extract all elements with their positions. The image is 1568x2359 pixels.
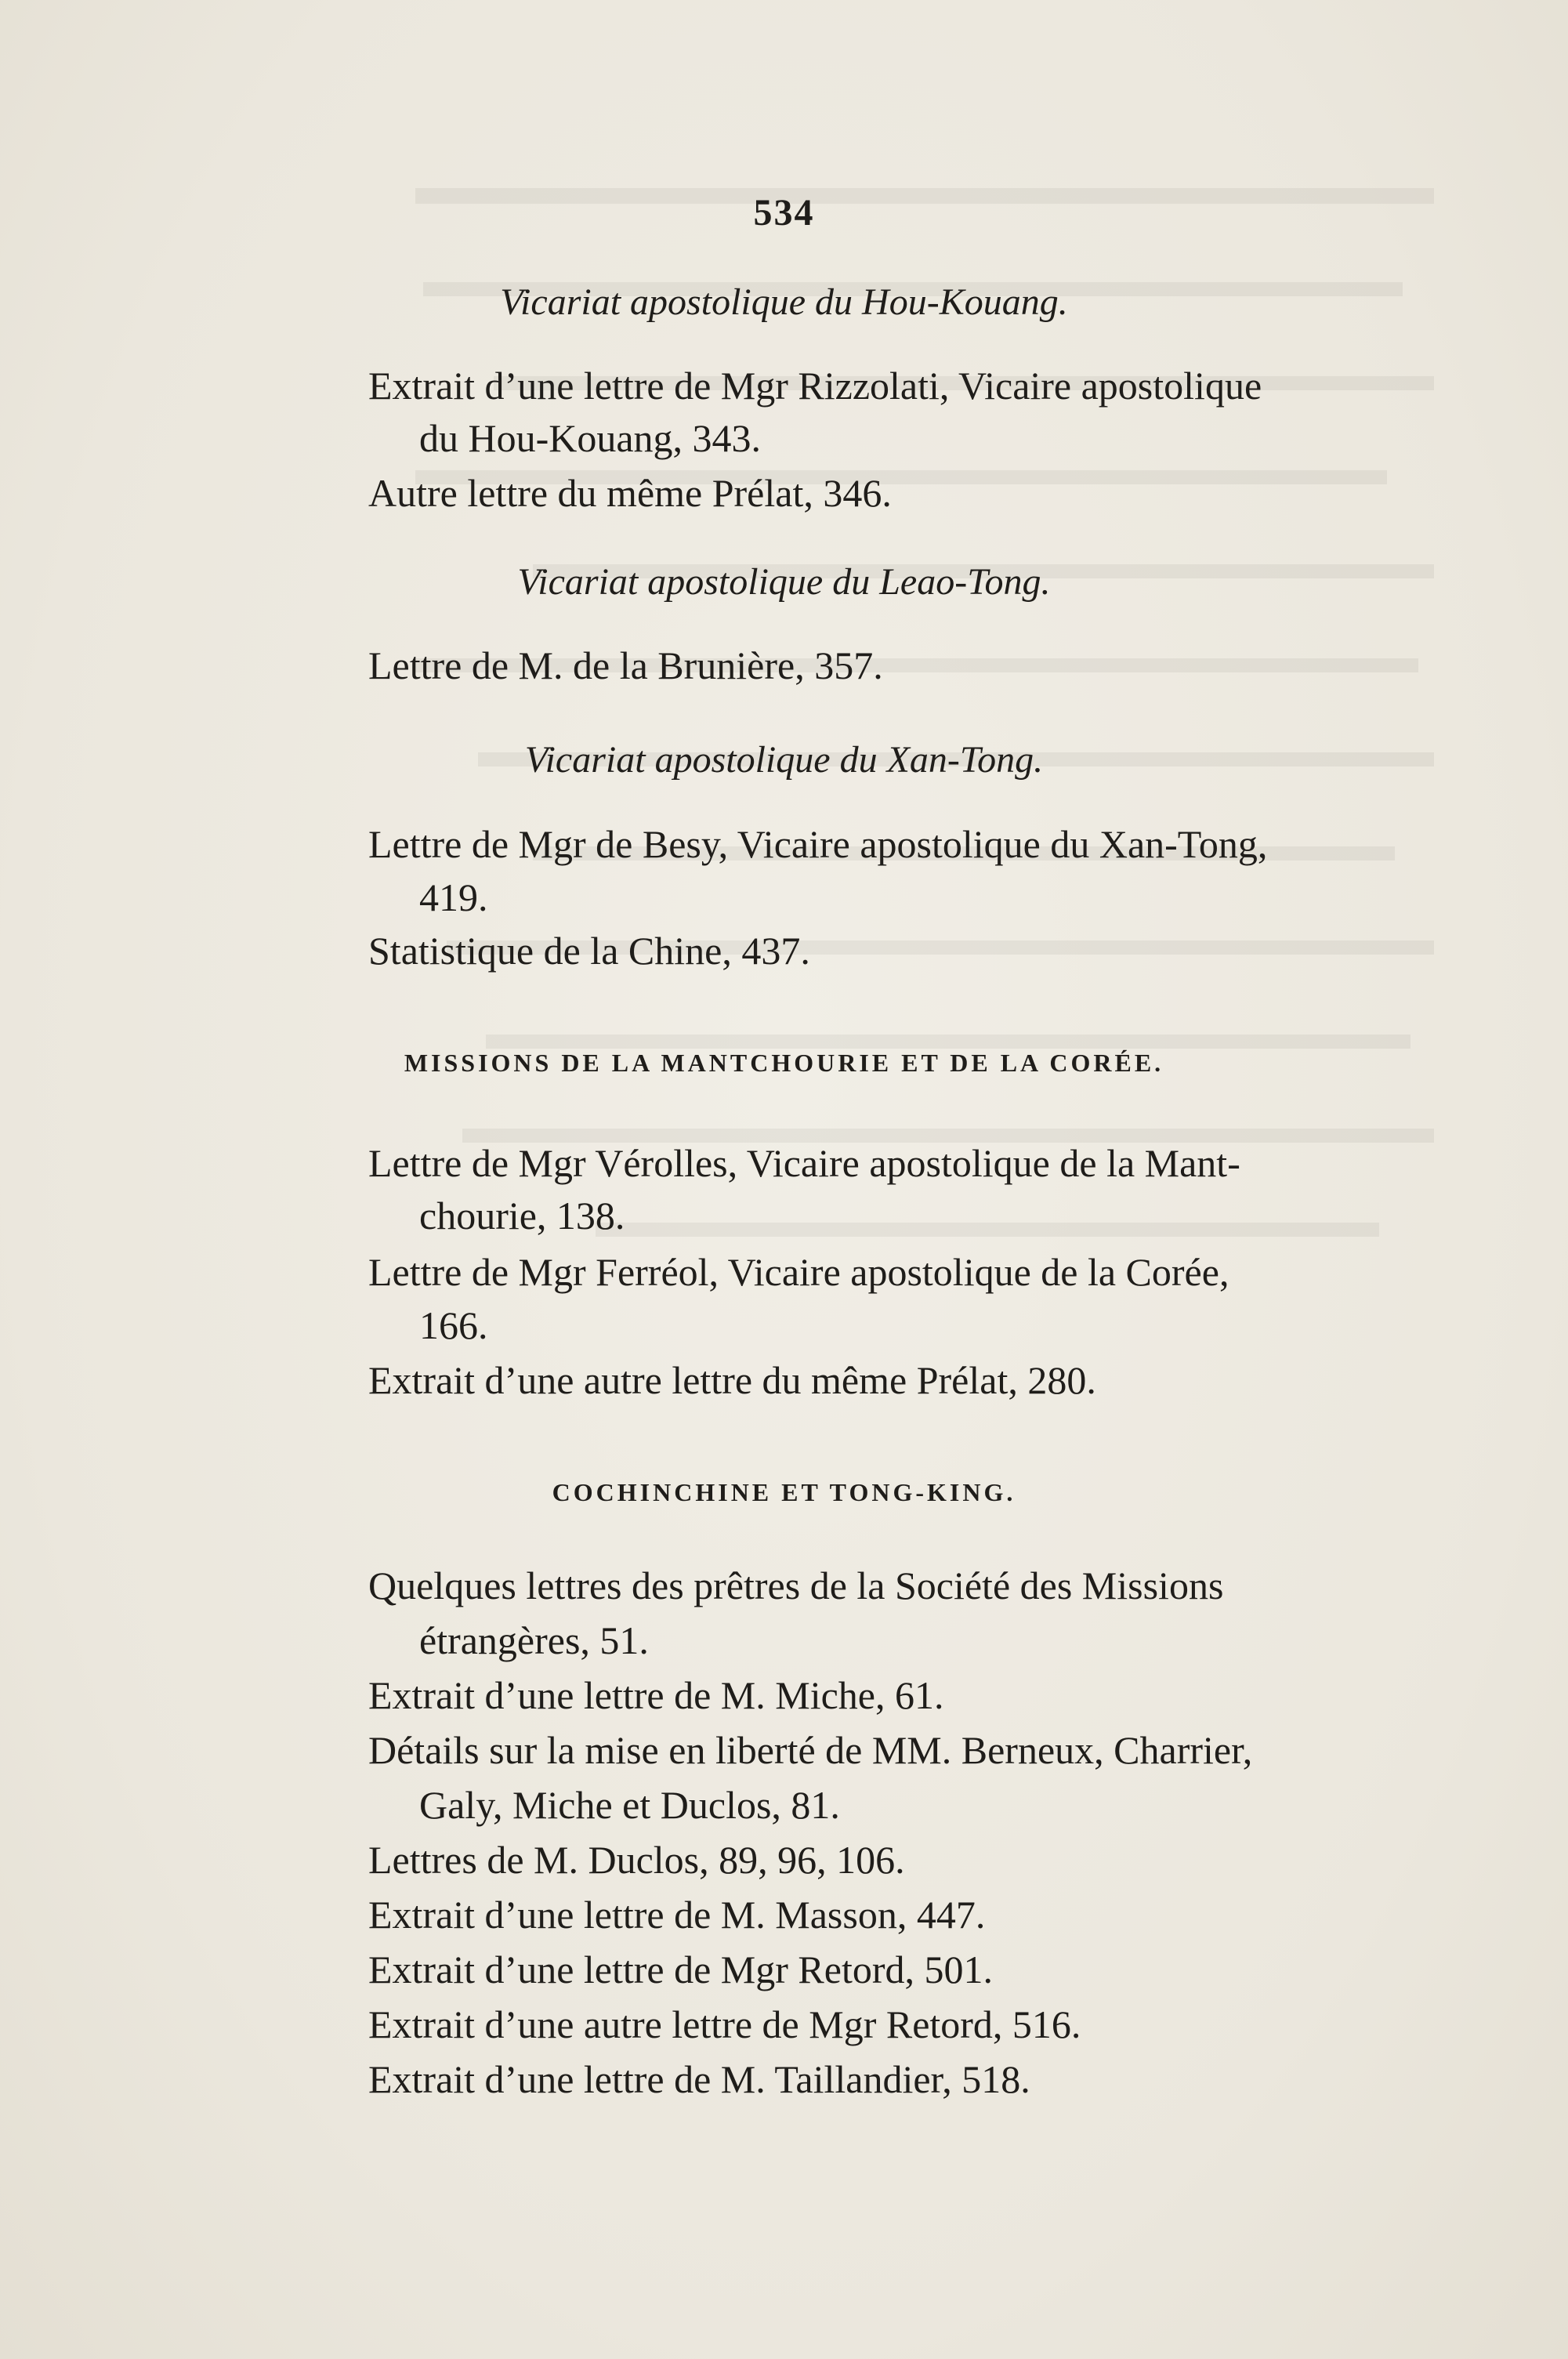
entry-line: Lettre de Mgr Ferréol, Vicaire apostolique de la Corée, <box>368 1250 1229 1294</box>
section-heading-hou-kouang: Vicariat apostolique du Hou-Kouang. <box>500 281 1068 323</box>
entry-line: Quelques lettres des prêtres de la Société des Missions <box>368 1564 1224 1607</box>
entry-line: Statistique de la Chine, 437. <box>368 929 810 973</box>
section-heading-xan-tong: Vicariat apostolique du Xan-Tong. <box>524 739 1044 781</box>
entry-line: Galy, Miche et Duclos, 81. <box>419 1783 840 1827</box>
entry-line: Extrait d’une lettre de Mgr Retord, 501. <box>368 1948 993 1991</box>
entry-line: Détails sur la mise en liberté de MM. Berneux, Charrier, <box>368 1728 1253 1772</box>
entry-line: Extrait d’une lettre de Mgr Rizzolati, Vicaire apostolique <box>368 364 1262 408</box>
section-heading-mantchourie-coree: MISSIONS DE LA MANTCHOURIE ET DE LA CORÉE. <box>404 1049 1164 1077</box>
entry-line: Extrait d’une lettre de M. Masson, 447. <box>368 1893 986 1937</box>
entry-line: Extrait d’une autre lettre du même Prélat, 280. <box>368 1358 1096 1402</box>
entry-line: Lettres de M. Duclos, 89, 96, 106. <box>368 1838 905 1882</box>
entry-line: 419. <box>419 875 488 919</box>
section-heading-cochinchine-tong-king: COCHINCHINE ET TONG-KING. <box>552 1478 1016 1506</box>
entry-line: du Hou-Kouang, 343. <box>419 416 762 460</box>
entry-line: chourie, 138. <box>419 1194 625 1237</box>
page-number: 534 <box>753 192 815 234</box>
entry-line: étrangères, 51. <box>419 1618 649 1662</box>
entry-line: 166. <box>419 1303 488 1347</box>
entry-line: Lettre de Mgr Vérolles, Vicaire apostolique de la Mant- <box>368 1141 1240 1185</box>
section-heading-leao-tong: Vicariat apostolique du Leao-Tong. <box>517 561 1051 603</box>
entry-line: Autre lettre du même Prélat, 346. <box>368 471 892 515</box>
entry-line: Lettre de M. de la Brunière, 357. <box>368 643 883 687</box>
entry-line: Extrait d’une lettre de M. Miche, 61. <box>368 1673 944 1717</box>
entry-line: Lettre de Mgr de Besy, Vicaire apostolique du Xan-Tong, <box>368 822 1268 866</box>
entry-line: Extrait d’une lettre de M. Taillandier, 518. <box>368 2057 1030 2101</box>
entry-line: Extrait d’une autre lettre de Mgr Retord, 516. <box>368 2002 1081 2046</box>
